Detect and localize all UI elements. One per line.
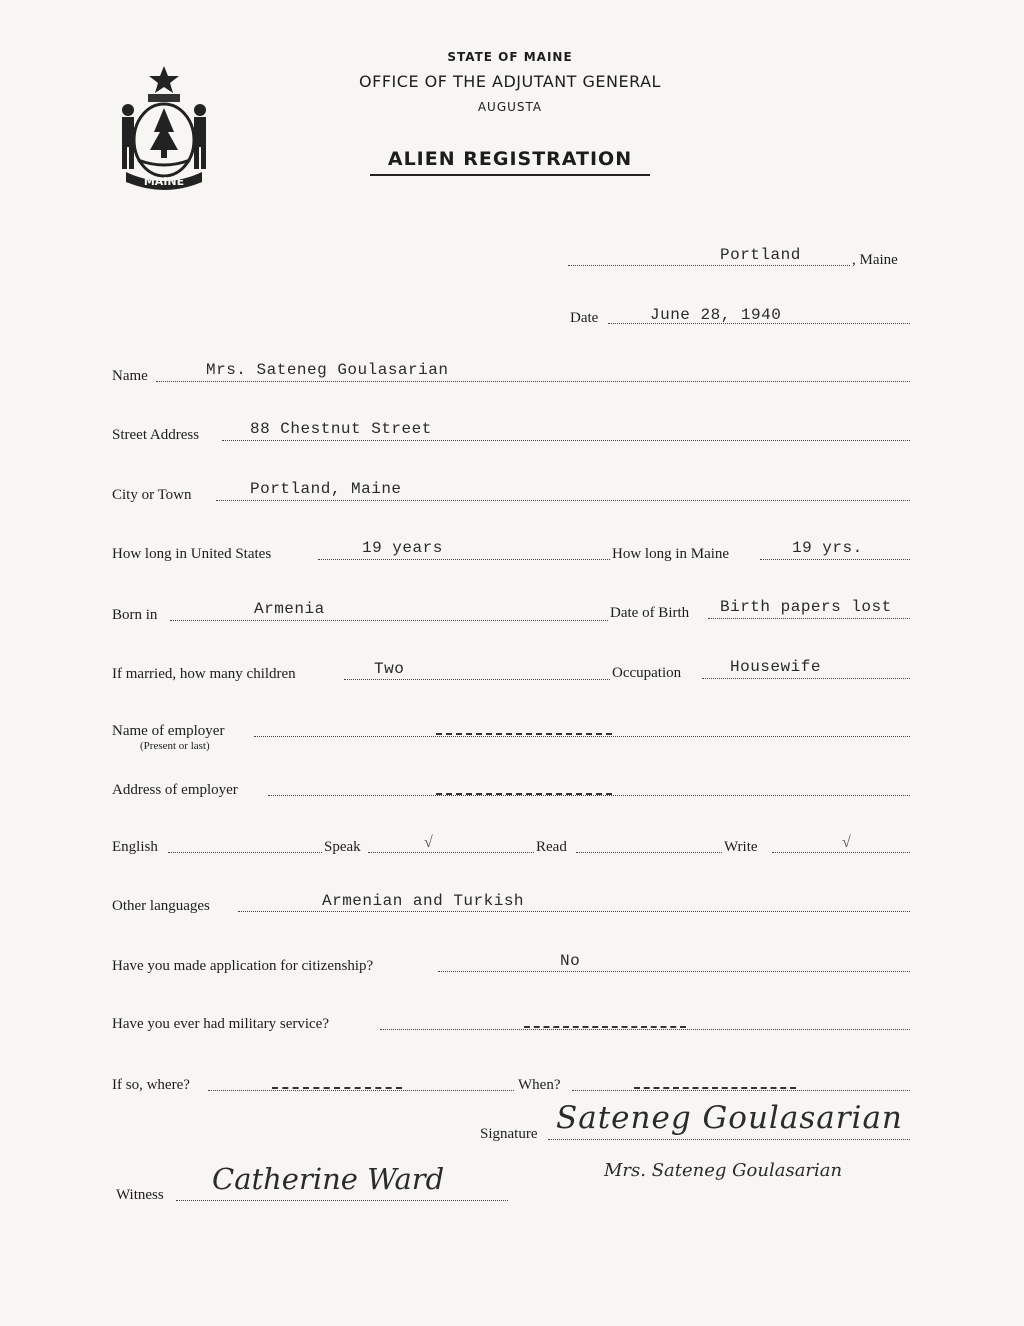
military-dash [524,1026,686,1028]
other-languages-line [238,911,910,912]
write-line [772,852,910,853]
header-state: STATE OF MAINE [447,50,573,64]
maine-duration-line [760,559,910,560]
occupation-line [702,678,910,679]
children-line [344,679,610,680]
read-label: Read [536,839,567,855]
date-value: June 28, 1940 [650,306,782,324]
name-label: Name [112,368,148,384]
header-city: AUGUSTA [477,100,543,114]
date-label: Date [570,310,599,326]
write-check-icon: √ [842,834,851,851]
employer-sublabel: (Present or last) [140,740,210,752]
military-line [380,1029,910,1030]
dob-value: Birth papers lost [720,598,892,616]
place-line [568,265,850,266]
title-underline [370,174,650,176]
born-line [170,620,608,621]
dob-line [708,618,910,619]
street-label: Street Address [112,427,200,443]
speak-line [368,852,534,853]
state-seal-icon [108,62,220,190]
children-label: If married, how many children [112,666,296,682]
employer-address-dash [436,793,612,795]
speak-check-icon: √ [424,834,433,851]
signature-note: Mrs. Sateneg Goulasarian [604,1160,843,1181]
citizenship-label: Have you made application for citizenship? [112,958,374,974]
english-label: English [112,839,158,855]
employer-address-line [268,795,910,796]
other-languages-value: Armenian and Turkish [322,892,525,910]
us-duration-line [318,559,610,560]
speak-label: Speak [324,839,361,855]
us-duration-value: 19 years [362,539,443,557]
name-line [156,381,910,382]
signature-label: Signature [480,1126,538,1142]
header-office: OFFICE OF THE ADJUTANT GENERAL [359,72,661,91]
occupation-value: Housewife [730,658,821,676]
citizenship-value: No [560,952,581,970]
other-languages-label: Other languages [112,898,210,914]
witness-label: Witness [116,1187,164,1203]
write-label: Write [724,839,758,855]
employer-label: Name of employer [112,723,225,739]
born-label: Born in [112,607,158,623]
dob-label: Date of Birth [610,605,690,621]
city-value: Portland, Maine [250,480,402,498]
seal-label: MAINE [143,175,185,188]
born-value: Armenia [254,600,325,618]
name-value: Mrs. Sateneg Goulasarian [206,361,449,379]
signature-handwritten: Sateneg Goulasarian [556,1100,903,1136]
military-label: Have you ever had military service? [112,1016,329,1032]
place-value: Portland [720,246,801,264]
employer-dash [436,733,612,735]
where-dash [272,1087,402,1089]
witness-line [176,1200,508,1201]
occupation-label: Occupation [612,665,682,681]
when-label: When? [518,1077,561,1093]
children-value: Two [374,660,405,678]
city-label: City or Town [112,487,192,503]
form-title: ALIEN REGISTRATION [387,148,633,170]
maine-duration-label: How long in Maine [612,546,730,562]
citizenship-line [438,971,910,972]
employer-address-label: Address of employer [112,782,238,798]
employer-line [254,736,910,737]
street-line [222,440,910,441]
where-label: If so, where? [112,1077,190,1093]
when-dash [634,1087,796,1089]
street-value: 88 Chestnut Street [250,420,432,438]
place-suffix: , Maine [852,252,898,268]
when-line [572,1090,910,1091]
us-duration-label: How long in United States [112,546,272,562]
english-line [168,852,322,853]
read-line [576,852,722,853]
witness-handwritten: Catherine Ward [212,1162,445,1196]
maine-duration-value: 19 yrs. [792,539,863,557]
city-line [216,500,910,501]
where-line [208,1090,514,1091]
signature-line [548,1139,910,1140]
